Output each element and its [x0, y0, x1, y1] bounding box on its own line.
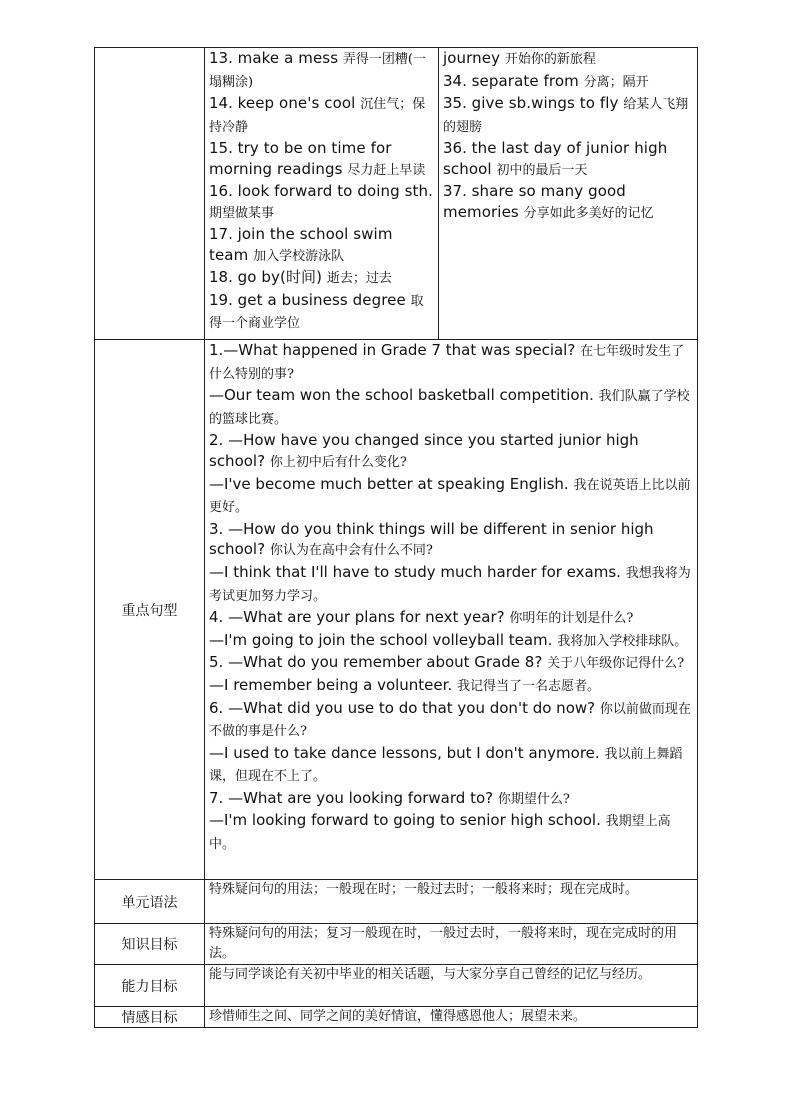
vocab-item	[209, 267, 434, 290]
vocab-english: the last day of junior high school	[443, 139, 668, 178]
vocab-english: get a business degree	[237, 290, 406, 309]
vocab-item	[443, 181, 693, 224]
sentence-english: —I think that I'll have to study much harder for exams.	[209, 562, 621, 581]
emotion-label: 情感目标	[95, 1007, 205, 1028]
vocab-chinese: 分离；隔开	[583, 74, 649, 90]
vocab-number: 16.	[209, 182, 233, 200]
vocab-chinese: 尽力赶上早读	[347, 162, 426, 178]
sentence-question	[209, 652, 693, 675]
vocab-chinese: 弄得一团糟(一塌糊涂)	[209, 52, 426, 90]
ability-text: 能与同学谈论有关初中毕业的相关话题，与大家分享自己曾经的记忆与经历。	[205, 965, 698, 1007]
vocab-english: go by(时间)	[237, 268, 323, 286]
sentence-english: 1.—What happened in Grade 7 that was special?	[209, 341, 576, 359]
vocab-english: give sb.wings to fly	[471, 94, 619, 112]
vocab-number: 36.	[443, 139, 467, 157]
sentence-english: —I've become much better at speaking English.	[209, 474, 569, 493]
vocab-english: share so many good memories	[443, 182, 626, 221]
vocab-english: join the school swim team	[209, 225, 393, 264]
vocab-chinese: 给某人飞翔的翅膀	[443, 97, 689, 135]
vocab-item	[443, 138, 693, 181]
vocab-english: journey	[443, 49, 501, 67]
sentence-english: —I'm looking forward to going to senior high school.	[209, 811, 601, 830]
sentence-list	[209, 340, 693, 856]
sentence-chinese: 关于八年级你记得什么?	[547, 656, 685, 672]
sentence-question	[209, 607, 693, 630]
sentence-chinese: 在七年级时发生了什么特别的事?	[209, 344, 685, 382]
vocab-number: 13.	[209, 49, 233, 67]
vocab-number: 14.	[209, 94, 233, 112]
sentence-chinese: 你上初中后有什么变化?	[269, 454, 407, 470]
sentence-question	[209, 519, 693, 562]
sentence-question	[209, 340, 693, 385]
sentence-chinese: 你认为在高中会有什么不同?	[269, 543, 433, 559]
knowledge-text: 特殊疑问句的用法；复习一般现在时，一般过去时，一般将来时，现在完成时的用法。	[205, 924, 698, 965]
vocab-chinese: 分享如此多美好的记忆	[523, 205, 654, 221]
sentence-english: 4. —What are your plans for next year?	[209, 608, 505, 627]
vocab-item	[443, 48, 693, 71]
vocab-number: 18.	[209, 268, 233, 286]
sentence-answer	[209, 630, 693, 653]
sentence-chinese: 我们队赢了学校的篮球比赛。	[209, 389, 690, 427]
vocab-right-cell	[439, 48, 698, 340]
sentence-chinese: 我在说英语上比以前更好。	[209, 477, 691, 516]
lesson-table	[94, 47, 698, 1028]
sentence-english: 3. —How do you think things will be different in senior high school?	[209, 519, 654, 559]
vocab-english: keep one's cool	[237, 94, 356, 112]
sentence-answer	[209, 562, 693, 607]
sentences-row	[95, 340, 698, 880]
vocab-left-cell	[205, 48, 439, 340]
grammar-text: 特殊疑问句的用法；一般现在时；一般过去时；一般将来时；现在完成时。	[205, 880, 698, 924]
sentence-chinese: 你明年的计划是什么?	[509, 611, 634, 627]
vocab-english: separate from	[471, 71, 579, 90]
vocab-number: 37.	[443, 182, 467, 200]
vocab-chinese: 逝去；过去	[326, 271, 392, 286]
sentence-answer	[209, 810, 693, 855]
vocab-label-cell	[95, 48, 205, 340]
sentence-answer	[209, 474, 693, 519]
sentence-english: 6. —What did you use to do that you don't do now?	[209, 698, 596, 717]
vocab-item	[209, 93, 434, 138]
vocab-english: try to be on time for morning readings	[209, 139, 392, 178]
ability-label: 能力目标	[95, 965, 205, 1007]
vocab-chinese: 取得一个商业学位	[209, 293, 424, 331]
vocab-chinese: 开始你的新旅程	[504, 52, 596, 67]
vocab-item	[209, 290, 434, 335]
sentence-answer	[209, 743, 693, 788]
vocab-item	[209, 138, 434, 181]
vocab-english: make a mess	[237, 49, 339, 67]
vocab-chinese: 期望做某事	[209, 205, 275, 221]
sentence-chinese: 我记得当了一名志愿者。	[456, 678, 600, 694]
vocab-number: 17.	[209, 225, 233, 243]
vocab-chinese: 沉住气；保持冷静	[209, 97, 426, 135]
vocab-number: 35.	[443, 94, 467, 112]
ability-row	[95, 965, 698, 1007]
knowledge-label: 知识目标	[95, 924, 205, 965]
sentence-english: —I used to take dance lessons, but I don't anymore.	[209, 743, 600, 762]
sentence-english: 7. —What are you looking forward to?	[209, 788, 494, 807]
grammar-row	[95, 880, 698, 924]
vocab-right-list	[443, 48, 693, 224]
sentence-chinese: 我以前上舞蹈课，但现在不上了。	[209, 746, 683, 785]
grammar-label: 单元语法	[95, 880, 205, 924]
vocab-row	[95, 48, 698, 340]
knowledge-row	[95, 924, 698, 965]
sentence-question	[209, 430, 693, 473]
sentence-answer	[209, 385, 693, 430]
sentence-chinese: 我期望上高中。	[209, 814, 671, 853]
sentence-chinese: 你期望什么?	[497, 791, 570, 807]
vocab-item	[443, 71, 693, 94]
sentence-question	[209, 788, 693, 811]
sentences-cell	[205, 340, 698, 880]
vocab-left-list	[209, 48, 434, 335]
sentence-english: 2. —How have you changed since you started junior high school?	[209, 431, 639, 470]
sentence-chinese: 我将加入学校排球队。	[557, 633, 688, 649]
vocab-number: 15.	[209, 139, 233, 157]
vocab-number: 19.	[209, 290, 233, 309]
vocab-english: look forward to doing sth.	[237, 182, 433, 200]
vocab-chinese: 初中的最后一天	[496, 162, 588, 178]
sentence-answer	[209, 675, 693, 698]
emotion-row	[95, 1007, 698, 1028]
vocab-number: 34.	[443, 71, 467, 90]
vocab-item	[209, 48, 434, 93]
sentence-english: —I'm going to join the school volleyball team.	[209, 630, 553, 649]
vocab-item	[209, 224, 434, 267]
vocab-chinese: 加入学校游泳队	[253, 248, 345, 264]
vocab-item	[443, 93, 693, 138]
vocab-item	[209, 181, 434, 224]
sentence-english: —Our team won the school basketball competition.	[209, 386, 594, 405]
sentence-question	[209, 698, 693, 743]
sentence-english: 5. —What do you remember about Grade 8?	[209, 653, 543, 672]
sentence-chinese: 你以前做而现在不做的事是什么?	[209, 701, 691, 740]
sentences-label: 重点句型	[95, 340, 205, 880]
emotion-text: 珍惜师生之间、同学之间的美好情谊，懂得感恩他人；展望未来。	[205, 1007, 698, 1028]
sentence-chinese: 我想我将为考试更加努力学习。	[209, 565, 691, 604]
sentence-english: —I remember being a volunteer.	[209, 675, 453, 694]
